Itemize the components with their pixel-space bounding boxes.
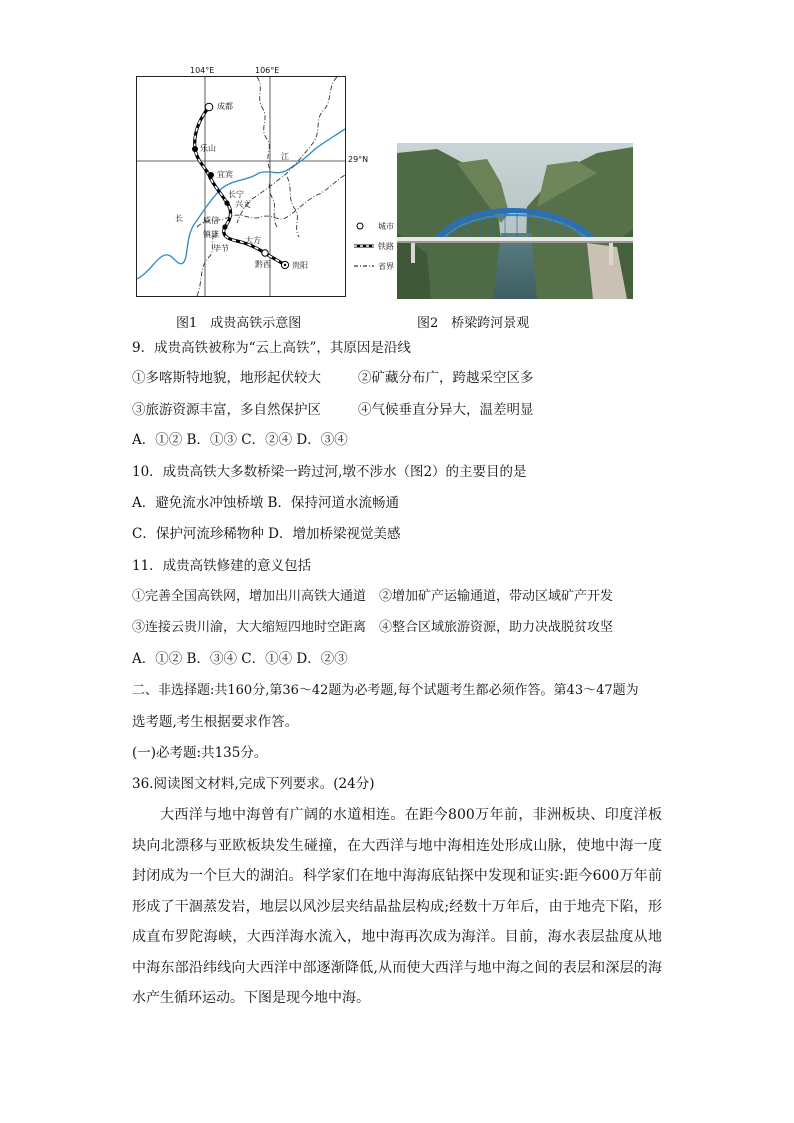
city-label: 威信 [203, 216, 219, 225]
river-label: 江 [281, 152, 289, 161]
latitude-29-label: 29°N [348, 155, 369, 164]
q11-row-2: ③连接云贵川渝，大大缩短四地时空距离 ④整合区域旅游资源，助力决战脱贫攻坚 [132, 620, 614, 635]
figure1-caption: 图1 成贵高铁示意图 [176, 316, 302, 331]
railway-map [136, 76, 346, 297]
q9-option-3: ③旅游资源丰富，多自然保护区 [132, 402, 321, 418]
q36-paragraph: 大西洋与地中海曾有广阔的水道相连。在距今800万年前，非洲板块、印度洋板块向北漂移与亚欧板块发生碰撞，在大西洋与地中海相连处形成山脉，使地中海一度封闭成为一个巨大的湖泊。科学家们在地中海海底钻探中发现和证实:距今600万年前形成了干涸蒸发岩，地层以风沙层夹结晶盐层构成;经数十万年后，由于地壳下陷，形成直布罗陀海峡，大西洋海水流入，地中海再次成为海洋。目前，海水表层盐度从地中海东部沿纬线向大西洋中部逐渐降低,从而使大西洋与地中海之间的表层和深层的海水产生循环运动。下图是现今地中海。 [132, 807, 662, 1006]
q11-row-1: ①完善全国高铁网，增加出川高铁大通道 ②增加矿产运输通道，带动区域矿产开发 [132, 589, 614, 604]
section2-line-1: 二、非选择题:共160分,第36～42题为必考题,每个试题考生都必须作答。第43～47题为 [132, 683, 639, 698]
q10-stem: 10．成贵高铁大多数桥梁一跨过河,墩不涉水（图2）的主要目的是 [132, 464, 527, 480]
city-label: 长宁 [228, 190, 244, 199]
legend-border: 省界 [378, 262, 394, 271]
river-label: 长 [175, 214, 183, 223]
map-drawing [137, 77, 345, 296]
figure-area [0, 0, 794, 330]
q11-stem: 11．成贵高铁修建的意义包括 [132, 558, 312, 574]
q9-stem: 9．成贵高铁被称为“云上高铁”，其原因是沿线 [132, 340, 411, 356]
q9-option-2: ②矿藏分布广，跨越采空区多 [358, 370, 534, 386]
section2-line-2: 选考题,考生根据要求作答。 [132, 714, 299, 730]
city-label: 毕节 [213, 244, 229, 253]
bridge-illustration [397, 143, 633, 299]
longitude-104-label: 104°E [190, 66, 215, 75]
q10-options-cd: C．保护河流珍稀物种 D．增加桥梁视觉美感 [132, 526, 401, 542]
city-label: 贵阳 [292, 261, 308, 270]
city-label: 大方 [245, 236, 261, 245]
legend-city: 城市 [378, 222, 394, 231]
figure2-caption: 图2 桥梁跨河景观 [417, 316, 530, 331]
city-label: 兴文 [235, 200, 251, 209]
q9-option-1: ①多喀斯特地貌，地形起伏较大 [132, 370, 321, 386]
q36-stem: 36.阅读图文材料,完成下列要求。(24分) [132, 776, 375, 792]
bridge-photo [397, 143, 633, 299]
city-label: 宜宾 [217, 170, 233, 179]
required-section-note: (一)必考题:共135分。 [132, 745, 268, 761]
q9-option-4: ④气候垂直分异大，温差明显 [358, 402, 534, 418]
legend-railway: 铁路 [378, 242, 394, 251]
q11-answers: A．①② B．③④ C．①④ D．②③ [132, 651, 348, 667]
city-label: 镇雄 [203, 230, 219, 239]
longitude-106-label: 106°E [255, 66, 280, 75]
city-label: 黔西 [255, 260, 271, 269]
q10-options-ab: A．避免流水冲蚀桥墩 B．保持河道水流畅通 [132, 495, 399, 511]
city-label: 乐山 [200, 144, 216, 153]
city-label: 成都 [217, 102, 233, 111]
q9-answers: A．①② B．①③ C．②④ D．③④ [132, 432, 348, 448]
legend-symbols [354, 220, 376, 280]
